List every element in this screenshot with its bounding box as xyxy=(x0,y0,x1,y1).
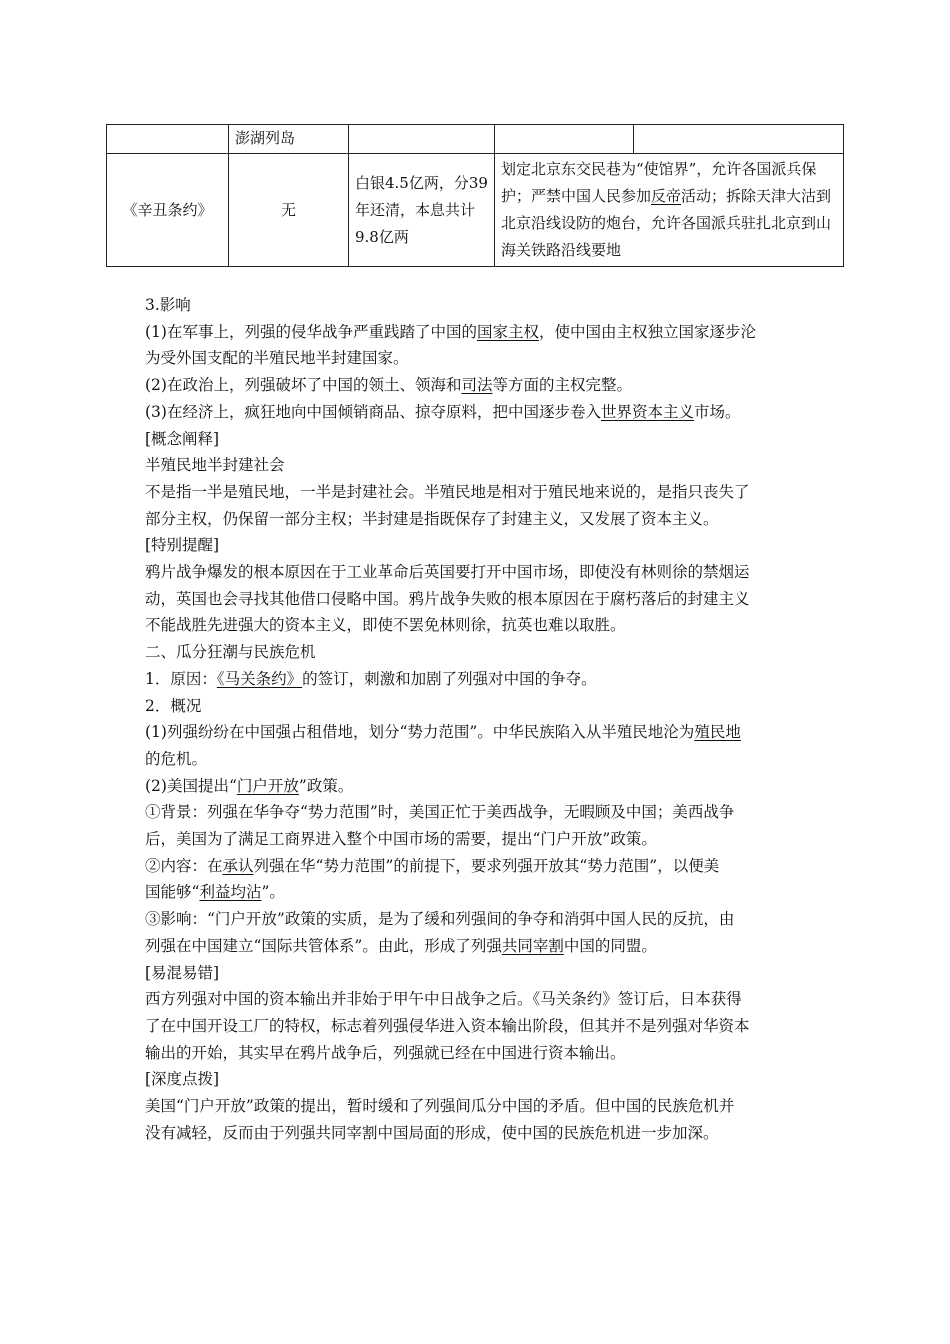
document-body xyxy=(145,292,817,1147)
other-terms-cell xyxy=(495,154,844,267)
text-line xyxy=(145,1066,817,1093)
text-segment: 鸦片战争爆发的根本原因在于工业革命后英国要打开中国市场，即使没有林则徐的禁烟运 xyxy=(145,563,750,582)
text-line xyxy=(145,1013,817,1040)
text-segment: 半殖民地半封建社会 xyxy=(145,456,285,475)
text-line xyxy=(145,479,817,506)
text-line xyxy=(145,532,817,559)
text-line xyxy=(145,559,817,586)
text-line xyxy=(145,586,817,613)
table-row xyxy=(107,154,844,267)
text-segment: [概念阐释] xyxy=(145,429,220,448)
text-segment: 西方列强对中国的资本输出并非始于甲午中日战争之后。《马关条约》签订后，日本获得 xyxy=(145,990,742,1009)
underlined-term: 国家主权 xyxy=(476,322,539,341)
table-row xyxy=(107,125,844,154)
table-cell xyxy=(634,125,844,154)
text-line xyxy=(145,773,817,800)
underlined-term: 殖民地 xyxy=(694,723,741,742)
text-segment: ③影响：“门户开放”政策的实质，是为了缓和列强间的争夺和消弭中国人民的反抗，由 xyxy=(145,910,735,929)
underlined-term: 利益均沾 xyxy=(199,883,262,902)
text-segment: 3.影响 xyxy=(145,296,191,314)
other-terms-underlined: 反帝 xyxy=(651,187,682,205)
text-line xyxy=(145,1120,817,1147)
text-line xyxy=(145,693,817,720)
text-segment: 1．原因： xyxy=(145,669,217,688)
table-cell xyxy=(495,125,634,154)
text-line xyxy=(145,746,817,773)
text-line xyxy=(145,639,817,666)
text-segment: ①背景：列强在华争夺“势力范围”时，美国正忙于美西战争，无暇顾及中国；美西战争 xyxy=(145,803,735,822)
underlined-term: 司法 xyxy=(461,376,493,395)
text-segment: (2)在政治上，列强破坏了中国的领土、领海和 xyxy=(145,376,462,395)
text-segment: 二、瓜分狂潮与民族危机 xyxy=(145,643,316,662)
text-segment: [深度点拨] xyxy=(145,1070,220,1089)
text-segment: 为受外国支配的半殖民地半封建国家。 xyxy=(145,349,409,368)
text-line xyxy=(145,399,817,426)
text-segment: 没有减轻，反而由于列强共同宰割中国局面的形成，使中国的民族危机进一步加深。 xyxy=(145,1123,719,1142)
underlined-term: 承认 xyxy=(222,856,254,875)
text-line xyxy=(145,1093,817,1120)
text-line xyxy=(145,426,817,453)
text-segment: (1)列强纷纷在中国强占租借地，划分“势力范围”。中华民族陷入从半殖民地沦为 xyxy=(145,723,695,742)
text-segment: 列强在华“势力范围”的前提下，要求列强开放其“势力范围”，以便美 xyxy=(253,856,720,875)
text-segment: ②内容：在 xyxy=(145,856,223,875)
table-cell xyxy=(349,125,495,154)
text-line xyxy=(145,799,817,826)
text-line xyxy=(145,1040,817,1067)
text-segment: 不能战胜先进强大的资本主义，即使不罢免林则徐，抗英也难以取胜。 xyxy=(145,616,626,635)
text-segment: ”。 xyxy=(261,883,285,902)
text-segment: 国能够“ xyxy=(145,883,200,902)
text-segment: 2．概况 xyxy=(145,696,202,715)
other-terms-text: 活动；拆除天津大沽到北京沿线设防的炮台，允许各国派兵驻扎北京到山海关铁路沿线要地 xyxy=(501,187,832,259)
text-segment: 市场。 xyxy=(693,402,741,421)
table-cell: 澎湖列岛 xyxy=(229,125,349,154)
text-line xyxy=(145,879,817,906)
treaty-table xyxy=(106,124,844,267)
text-segment: ”政策。 xyxy=(298,776,354,795)
text-line xyxy=(145,292,817,319)
text-segment: 中国的同盟。 xyxy=(563,936,657,955)
text-line xyxy=(145,319,817,346)
text-segment: 动，英国也会寻找其他借口侵略中国。鸦片战争失败的根本原因在于腐朽落后的封建主义 xyxy=(145,589,750,608)
text-segment: ，使中国由主权独立国家逐步沦 xyxy=(538,322,756,341)
text-line xyxy=(145,906,817,933)
underlined-term: 门户开放 xyxy=(236,776,299,795)
text-line xyxy=(145,960,817,987)
text-line xyxy=(145,933,817,960)
underlined-term: 共同宰割 xyxy=(501,936,564,955)
table-cell xyxy=(107,125,229,154)
indemnity-cell: 白银4.5亿两，分39年还清，本息共计9.8亿两 xyxy=(349,154,495,267)
underlined-term: 《马关条约》 xyxy=(216,669,303,688)
text-segment: 后，美国为了满足工商界进入整个中国市场的需要，提出“门户开放”政策。 xyxy=(145,830,657,849)
text-segment: [特别提醒] xyxy=(145,536,220,555)
other-terms-text: 划定北京东交民巷为“使馆界”，允许各国派兵保护；严禁中国人民参加 xyxy=(501,160,817,205)
text-line xyxy=(145,666,817,693)
text-segment: 的危机。 xyxy=(145,749,208,768)
text-line xyxy=(145,372,817,399)
text-segment: (3)在经济上，疯狂地向中国倾销商品、掠夺原料，把中国逐步卷入 xyxy=(145,402,601,421)
text-line xyxy=(145,612,817,639)
treaty-name-cell: 《辛丑条约》 xyxy=(107,154,229,267)
text-line xyxy=(145,345,817,372)
text-segment: 不是指一半是殖民地，一半是封建社会。半殖民地是相对于殖民地来说的，是指只丧失了 xyxy=(145,482,750,501)
text-segment: 部分主权，仍保留一部分主权；半封建是指既保存了封建主义，又发展了资本主义。 xyxy=(145,509,719,528)
text-segment: 等方面的主权完整。 xyxy=(492,376,632,395)
text-segment: 输出的开始，其实早在鸦片战争后，列强就已经在中国进行资本输出。 xyxy=(145,1043,626,1062)
text-line xyxy=(145,826,817,853)
text-segment: 列强在中国建立“国际共管体系”。由此，形成了列强 xyxy=(145,936,502,955)
text-line xyxy=(145,506,817,533)
text-segment: 的签订，刺激和加剧了列强对中国的争夺。 xyxy=(302,669,597,688)
underlined-term: 世界资本主义 xyxy=(600,402,694,421)
territory-cell: 无 xyxy=(229,154,349,267)
text-line xyxy=(145,853,817,880)
text-segment: (2)美国提出“ xyxy=(145,776,237,795)
text-segment: [易混易错] xyxy=(145,963,220,982)
text-segment: 了在中国开设工厂的特权，标志着列强侵华进入资本输出阶段，但其并不是列强对华资本 xyxy=(145,1016,750,1035)
text-line xyxy=(145,719,817,746)
text-line xyxy=(145,452,817,479)
text-line xyxy=(145,986,817,1013)
text-segment: (1)在军事上，列强的侵华战争严重践踏了中国的 xyxy=(145,322,477,341)
text-segment: 美国“门户开放”政策的提出，暂时缓和了列强间瓜分中国的矛盾。但中国的民族危机并 xyxy=(145,1097,735,1116)
